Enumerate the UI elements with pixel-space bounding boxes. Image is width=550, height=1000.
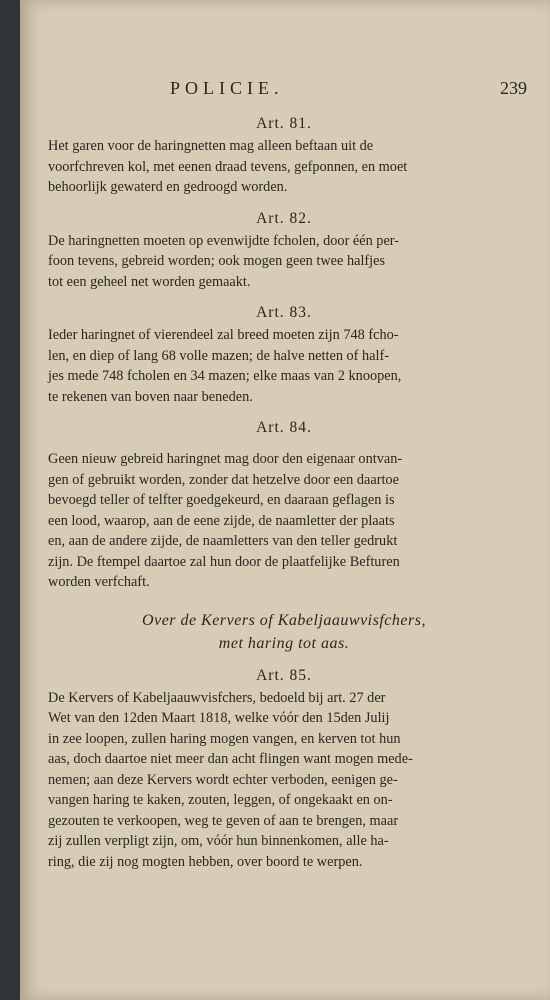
page-header — [20, 78, 550, 102]
running-title: POLICIE. — [170, 78, 284, 98]
article-line: Ieder haringnet of vierendeel zal breed moeten zijn 748 fcho- — [48, 327, 399, 343]
article-line: voorfchreven kol, met eenen draad tevens, gefponnen, en moet — [48, 158, 408, 175]
article-line: gezouten te verkoopen, weg te geven of aan te brengen, maar — [48, 812, 399, 829]
article-line: in zee loopen, zullen haring mogen vangen, en kerven tot hun — [48, 730, 401, 747]
article-line: De haringnetten moeten op evenwijdte fcholen, door één per- — [48, 232, 400, 249]
article-line: gen of gebruikt worden, zonder dat hetzelve door een daartoe — [48, 471, 399, 488]
article-line: nemen; aan deze Kervers wordt echter verboden, eenigen ge- — [48, 771, 398, 788]
article-line: Het garen voor de haringnetten mag alleen beftaan uit de — [48, 138, 374, 154]
article-heading: Art. 82. — [256, 209, 312, 227]
article-line: een lood, waarop, aan de eene zijde, de naamletter der plaats — [48, 512, 395, 529]
article-line: worden verfchaft. — [48, 574, 150, 590]
article-line: vangen haring te kaken, zouten, leggen, of ongekaakt en on- — [48, 792, 393, 808]
article-line: foon tevens, gebreid worden; ook mogen geen twee halfjes — [48, 253, 386, 269]
article-line: De Kervers of Kabeljaauwvisfchers, bedoeld bij art. 27 der — [48, 689, 386, 706]
article-heading: Art. 81. — [256, 115, 312, 132]
article-line: tot een geheel net worden gemaakt. — [48, 273, 251, 290]
article-line: en, aan de andere zijde, de naamletters van den teller gedrukt — [48, 533, 398, 549]
article-line: behoorlijk gewaterd en gedroogd worden. — [48, 179, 288, 195]
page-content — [48, 112, 520, 872]
article-line: ring, die zij nog mogten hebben, over boord te werpen. — [48, 853, 363, 870]
article-line: aas, doch daartoe niet meer dan acht flingen want mogen mede- — [48, 751, 413, 767]
article-line: bevoegd teller of telfter goedgekeurd, en daaraan geflagen is — [48, 492, 395, 508]
article-line: te rekenen van boven naar beneden. — [48, 388, 253, 405]
article-line: zij zullen verpligt zijn, om, vóór hun binnenkomen, alle ha- — [48, 833, 389, 849]
section-title-line1: Over de Kervers of Kabeljaauwvisfchers, — [142, 611, 426, 629]
section-title-line2: met haring tot aas. — [218, 634, 350, 652]
page-number: 239 — [500, 78, 527, 98]
book-page — [20, 0, 550, 1000]
article-heading: Art. 83. — [256, 304, 312, 321]
article-line: Geen nieuw gebreid haringnet mag door den eigenaar ontvan- — [48, 451, 403, 467]
article-line: zijn. De ftempel daartoe zal hun door de plaatfelijke Befturen — [48, 553, 400, 570]
article-heading: Art. 85. — [256, 666, 312, 684]
article-heading: Art. 84. — [256, 419, 312, 436]
article-line: jes mede 748 fcholen en 34 mazen; elke maas van 2 knoopen, — [48, 368, 402, 384]
article-line: len, en diep of lang 68 volle mazen; de halve netten of half- — [48, 347, 390, 364]
article-line: Wet van den 12den Maart 1818, welke vóór den 15den Julij — [48, 710, 390, 726]
